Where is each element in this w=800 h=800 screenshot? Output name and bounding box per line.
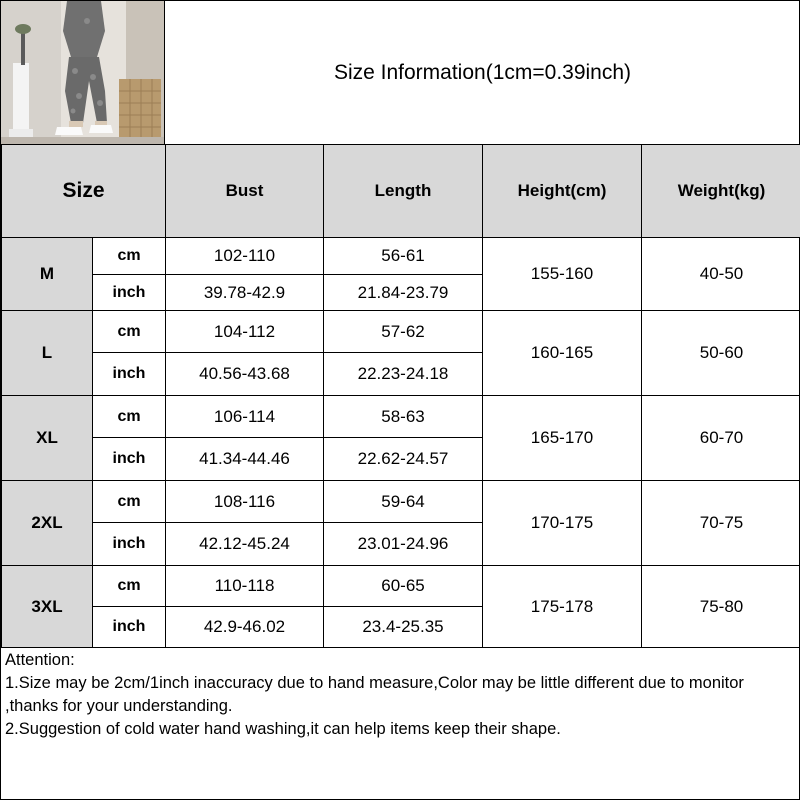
weight-value: 50-60 xyxy=(642,311,800,396)
height-value: 160-165 xyxy=(483,311,642,396)
table-header-row xyxy=(2,145,800,238)
bust-value: 106-114 xyxy=(166,396,324,438)
model-photo-illustration xyxy=(1,1,164,144)
unit-label: cm xyxy=(93,566,166,607)
size-label: 2XL xyxy=(2,481,93,566)
header-height: Height(cm) xyxy=(483,145,642,238)
header-bust: Bust xyxy=(166,145,324,238)
unit-label: inch xyxy=(93,438,166,481)
length-value: 56-61 xyxy=(324,238,483,275)
length-value: 59-64 xyxy=(324,481,483,523)
bust-value: 102-110 xyxy=(166,238,324,275)
unit-label: cm xyxy=(93,238,166,275)
bust-value: 104-112 xyxy=(166,311,324,353)
table-row xyxy=(2,311,800,353)
length-value: 60-65 xyxy=(324,566,483,607)
note-line-2: 2.Suggestion of cold water hand washing,it can help items keep their shape. xyxy=(5,720,561,738)
unit-label: inch xyxy=(93,607,166,648)
table-row xyxy=(2,396,800,438)
bust-value: 39.78-42.9 xyxy=(166,275,324,311)
weight-value: 75-80 xyxy=(642,566,800,648)
header-weight: Weight(kg) xyxy=(642,145,800,238)
header-size: Size xyxy=(2,145,166,238)
bust-value: 108-116 xyxy=(166,481,324,523)
height-value: 165-170 xyxy=(483,396,642,481)
header-length: Length xyxy=(324,145,483,238)
size-label: L xyxy=(2,311,93,396)
length-value: 22.23-24.18 xyxy=(324,353,483,396)
unit-label: inch xyxy=(93,353,166,396)
size-label: M xyxy=(2,238,93,311)
bust-value: 110-118 xyxy=(166,566,324,607)
bust-value: 40.56-43.68 xyxy=(166,353,324,396)
table-row xyxy=(2,481,800,523)
height-value: 155-160 xyxy=(483,238,642,311)
height-value: 175-178 xyxy=(483,566,642,648)
table-row xyxy=(2,566,800,607)
length-value: 23.01-24.96 xyxy=(324,523,483,566)
size-table xyxy=(1,144,800,648)
product-photo xyxy=(1,1,165,145)
notes-heading: Attention: xyxy=(5,651,75,669)
bust-value: 42.12-45.24 xyxy=(166,523,324,566)
weight-value: 70-75 xyxy=(642,481,800,566)
length-value: 57-62 xyxy=(324,311,483,353)
size-label: 3XL xyxy=(2,566,93,648)
page-title: Size Information(1cm=0.39inch) xyxy=(333,60,632,84)
length-value: 22.62-24.57 xyxy=(324,438,483,481)
unit-label: cm xyxy=(93,481,166,523)
bust-value: 41.34-44.46 xyxy=(166,438,324,481)
unit-label: inch xyxy=(93,275,166,311)
length-value: 58-63 xyxy=(324,396,483,438)
length-value: 23.4-25.35 xyxy=(324,607,483,648)
attention-notes xyxy=(5,649,795,741)
weight-value: 40-50 xyxy=(642,238,800,311)
note-line-1: 1.Size may be 2cm/1inch inaccuracy due to hand measure,Color may be little different due to monitor ,thanks for your understanding. xyxy=(5,674,744,715)
table-row xyxy=(2,238,800,275)
length-value: 21.84-23.79 xyxy=(324,275,483,311)
bust-value: 42.9-46.02 xyxy=(166,607,324,648)
height-value: 170-175 xyxy=(483,481,642,566)
unit-label: cm xyxy=(93,311,166,353)
size-label: XL xyxy=(2,396,93,481)
weight-value: 60-70 xyxy=(642,396,800,481)
unit-label: cm xyxy=(93,396,166,438)
unit-label: inch xyxy=(93,523,166,566)
